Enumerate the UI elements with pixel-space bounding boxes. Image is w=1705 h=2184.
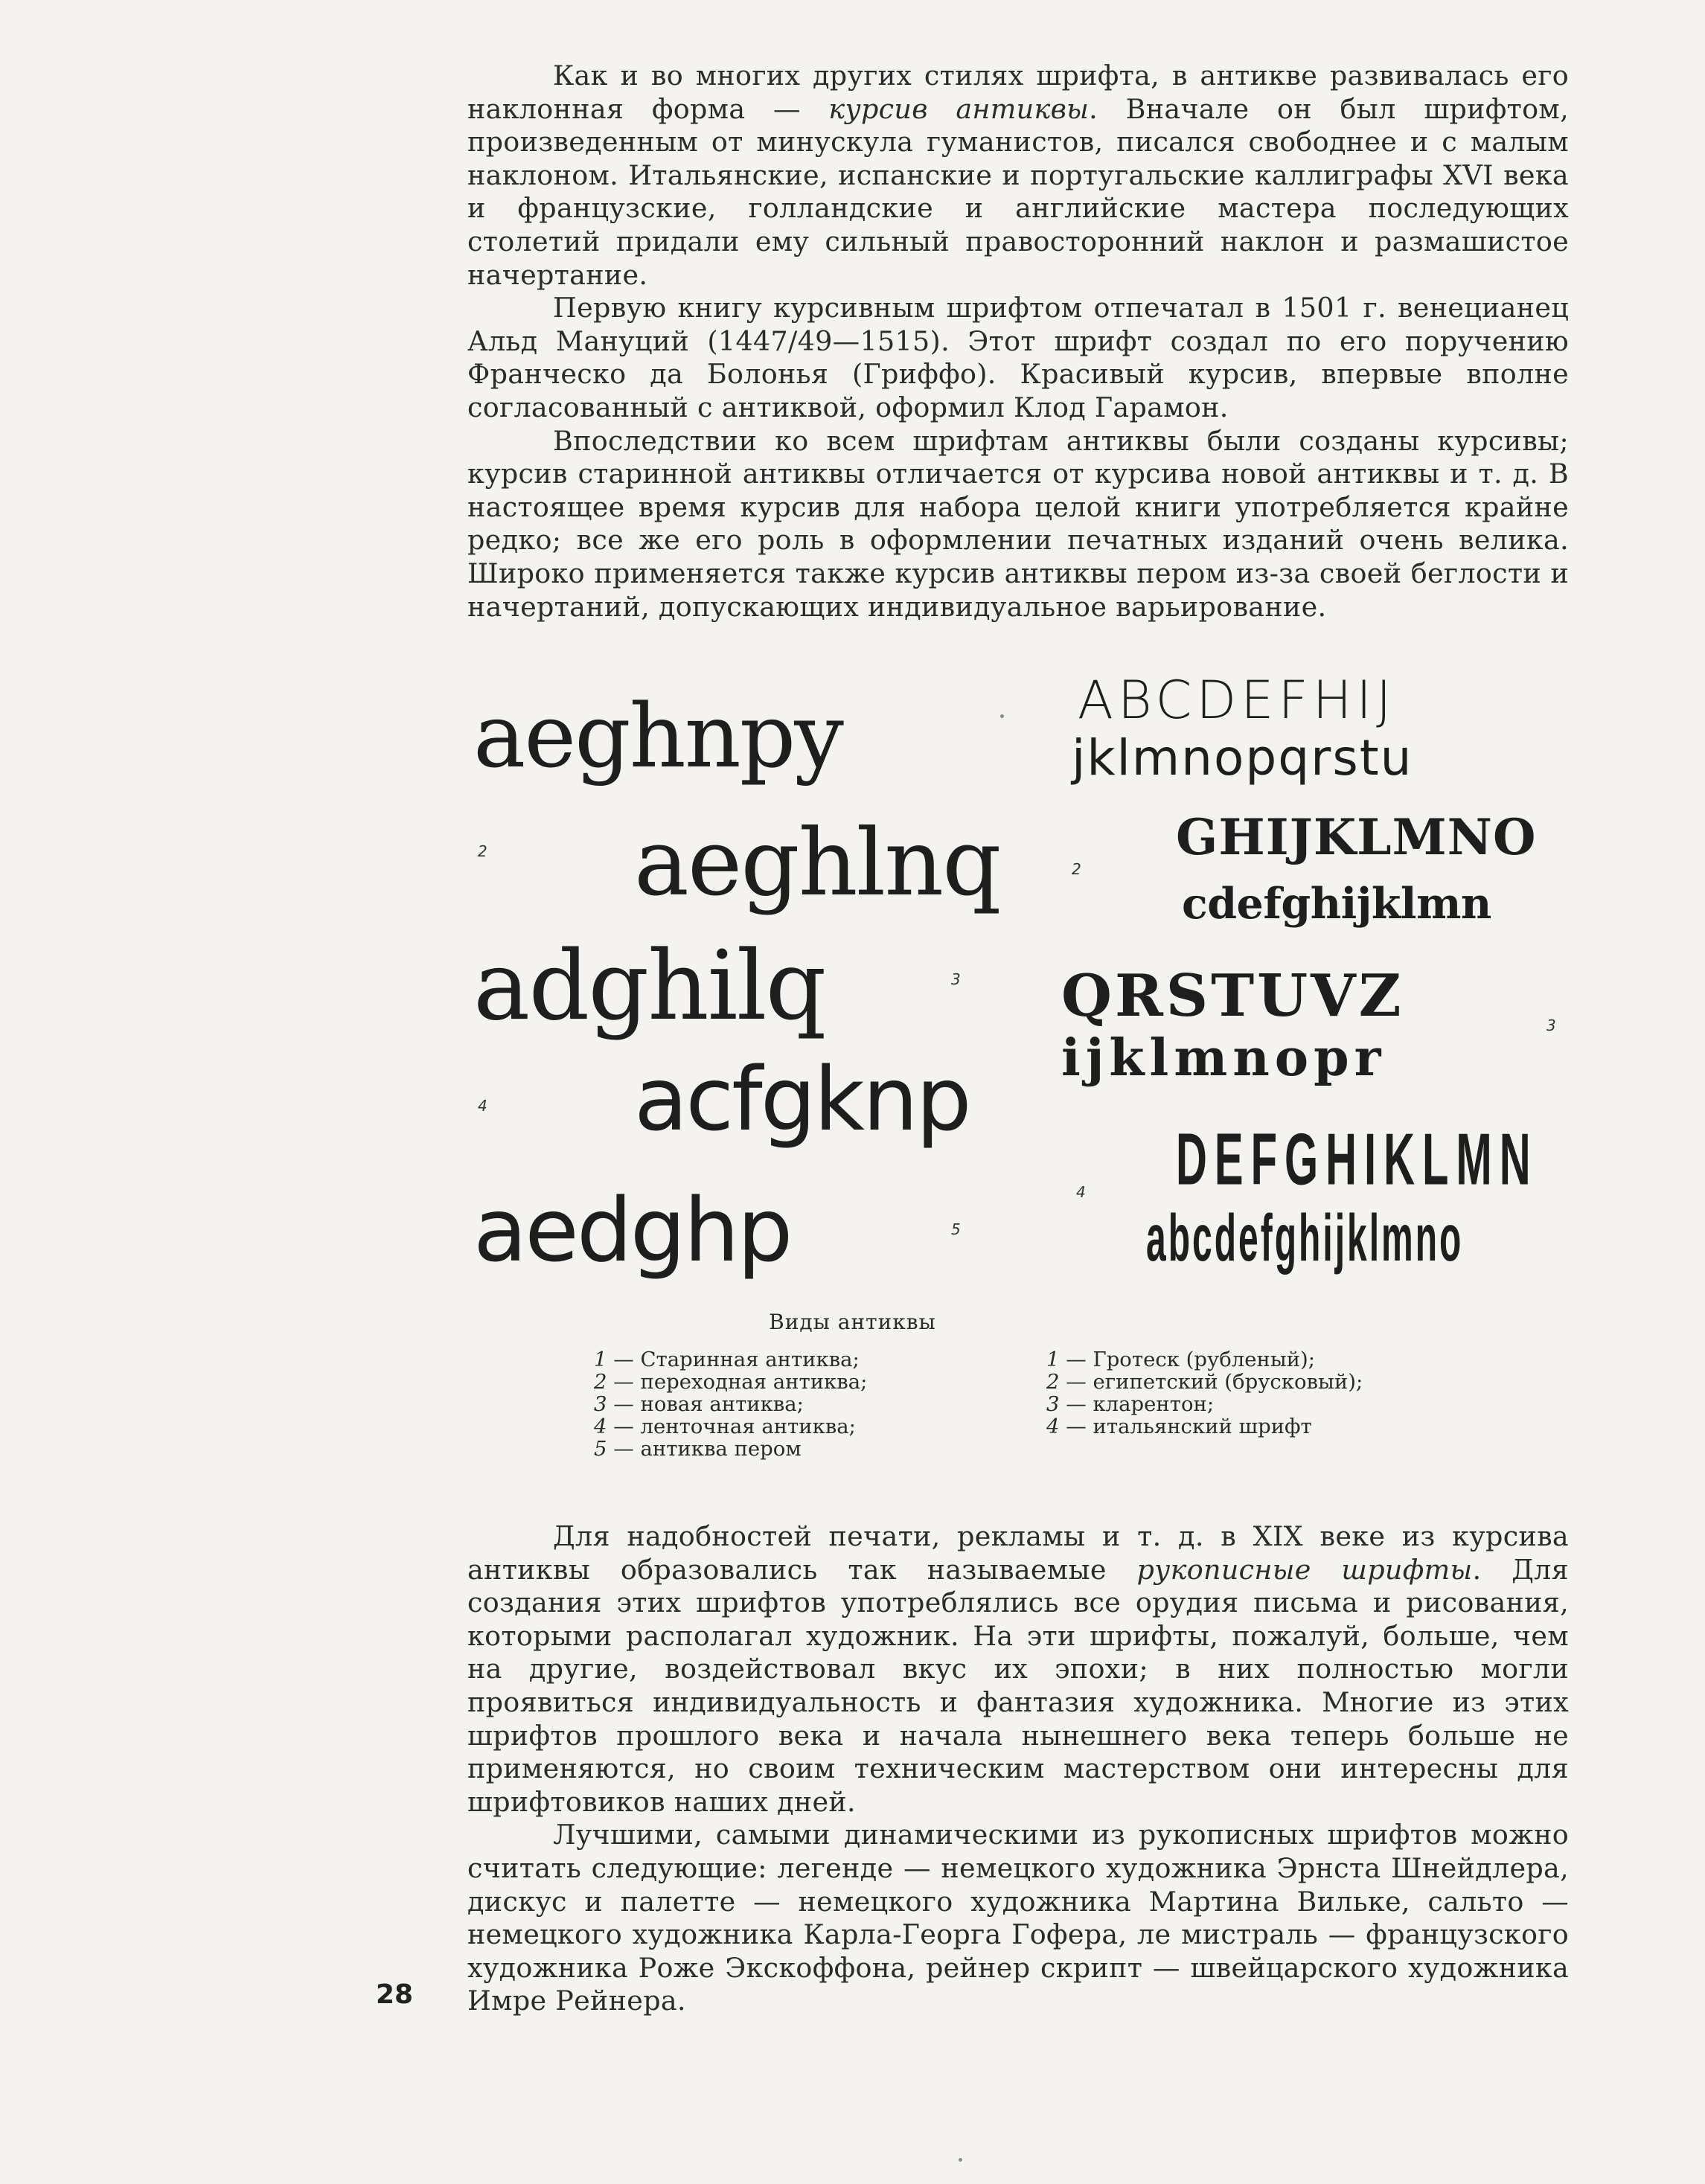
specimen-number: 4: [478, 1097, 487, 1115]
specimen-number: 4: [1076, 1183, 1086, 1201]
specimen-number: 3: [1546, 1016, 1556, 1034]
specimen-grotesque-lower: jklmnopqrstu: [1072, 729, 1413, 787]
specimen-pen-antiqua: aedghp: [473, 1179, 791, 1281]
specimen-egyptian-lower: cdefghijklmn: [1182, 879, 1491, 929]
paragraph: Впоследствии ко всем шрифтам антиквы были созданы курсивы; курсив старинной антиквы отличается от курсива новой антиквы и т. д. В настоящее время курсив для набора целой книги употребляется крайне редко; все же его роль в оформлении печатных изданий очень велика. Широко применяется также курсив антиквы пером из-за своей беглости и начертаний, допускающих индивидуальное варьирование.: [467, 424, 1569, 623]
paragraph: Для надобностей печати, рекламы и т. д. в XIX веке из курсива антиквы образовались так называемые рукописные шрифты. Для создания этих шрифтов употреблялись все орудия письма и рисования, которыми располагал художник. На эти шрифты, пожалуй, больше, чем на другие, воздействовал вкус их эпохи; в них полностью могли проявиться индивидуальность и фантазия художника. Многие из этих шрифтов прошлого века и начала нынешнего века теперь больше не применяются, но своим техническим мастерством они интересны для шрифтовиков наших дней.: [467, 1520, 1569, 1818]
list-item: 2 — переходная антиква;: [594, 1370, 868, 1394]
paragraph: Первую книгу курсивным шрифтом отпечатал в 1501 г. венецианец Альд Мануций (1447/49—1515). Этот шрифт создал по его поручению Франческо да Болонья (Гриффо). Красивый курсив, впервые вполне согласованный с антиквой, оформил Клод Гарамон.: [467, 292, 1569, 423]
paragraph: Лучшими, самыми динамическими из рукописных шрифтов можно считать следующие: легенде — немецкого художника Эрнста Шнейдлера, дискус и палетте — немецкого художника Мартина Вильке, сальто — немецкого художника Карла-Георга Гофера, ле мистраль — французского художника Роже Экскоффона, рейнер скрипт — швейцарского художника Имре Рейнера.: [467, 1819, 1569, 2017]
specimen-italian-upper: DEFGHIKLMN: [1176, 1118, 1538, 1201]
specimen-number: 2: [478, 842, 487, 860]
specimen-egyptian-upper: GHIJKLMNO: [1176, 808, 1537, 866]
list-item: 3 — кларентон;: [1046, 1392, 1215, 1416]
list-item: 4 — итальянский шрифт: [1046, 1415, 1312, 1438]
list-item: 3 — новая антиква;: [594, 1392, 804, 1416]
list-item: 5 — антиква пером: [594, 1437, 802, 1461]
list-item: 1 — Старинная антиква;: [594, 1348, 860, 1371]
specimen-clarendon-upper: QRSTUVZ: [1061, 962, 1404, 1030]
specimen-ribbon-antiqua: acfgknp: [634, 1048, 970, 1150]
specimen-transitional-antiqua: aeghlnq: [634, 810, 1000, 917]
page-number: 28: [376, 1979, 414, 2010]
paragraph: Как и во многих других стилях шрифта, в антикве развивалась его наклонная форма — курсив антиквы. Вначале он был шрифтом, произведенным от минускула гуманистов, писался свободнее и с малым наклоном. Итальянские, испанские и португальские каллиграфы XVI века и французские, голландские и английские мастера последующих столетий придали ему сильный правосторонний наклон и размашистое начертание.: [467, 60, 1569, 291]
caption-list-other: [1046, 1348, 1363, 1438]
list-item: 4 — ленточная антиква;: [594, 1415, 856, 1438]
specimen-number: 3: [951, 970, 961, 988]
specimen-new-antiqua: adghilq: [473, 931, 825, 1042]
body-text-bottom: [467, 1520, 1569, 2018]
specimen-old-antiqua: aeghnpy: [473, 685, 842, 787]
specimen-grotesque-upper: ABCDEFHIJ: [1078, 670, 1396, 731]
scan-speck: [959, 2158, 962, 2162]
body-text-top: [467, 60, 1569, 624]
specimen-italian-lower: abcdefghijklmno: [1146, 1203, 1464, 1276]
scan-speck: [1000, 714, 1004, 718]
list-item: 2 — египетский (брусковый);: [1046, 1370, 1363, 1394]
specimen-number: 2: [1072, 860, 1081, 878]
caption-list-antiqua: [594, 1348, 867, 1460]
specimen-number: 5: [951, 1220, 961, 1238]
figure-caption-title: Виды антиквы: [769, 1310, 936, 1334]
specimen-clarendon-lower: ijklmnopr: [1061, 1028, 1386, 1088]
list-item: 1 — Гротеск (рубленый);: [1046, 1348, 1316, 1371]
